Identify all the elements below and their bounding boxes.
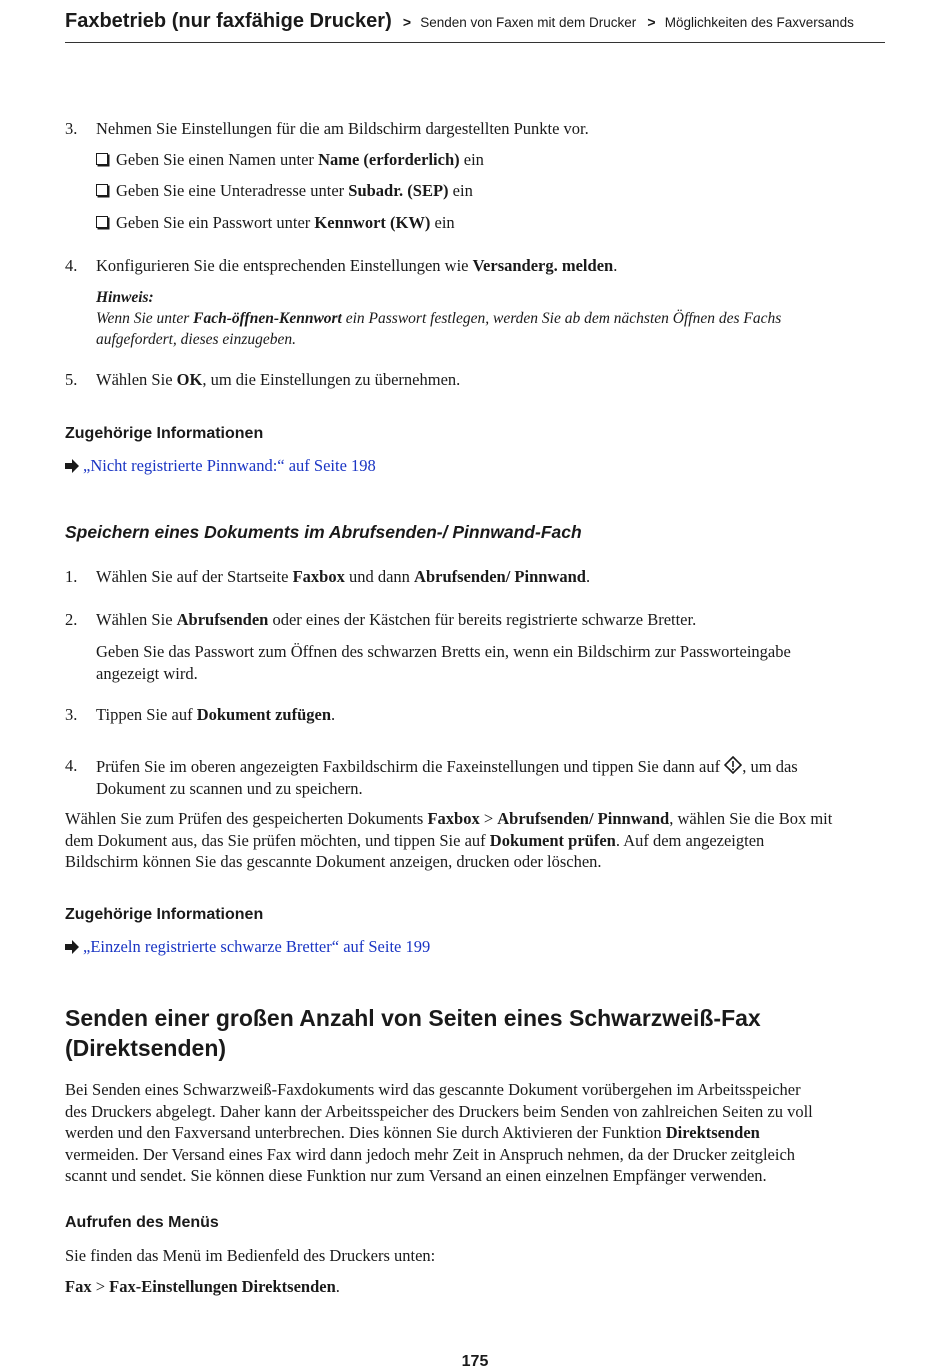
breadcrumb-separator: > (402, 14, 412, 30)
note-text: aufgefordert, dieses einzugeben. (96, 331, 297, 348)
checkbox-bullet-icon (96, 184, 108, 196)
step-number: 5. (65, 370, 78, 389)
step-number: 1. (65, 567, 78, 586)
step-text: Konfigurieren Sie die entsprechenden Einstellungen wie Versanderg. melden. (96, 256, 618, 275)
step-text: Nehmen Sie Einstellungen für die am Bildschirm dargestellten Punkte vor. (96, 119, 589, 138)
checkbox-bullet-icon (96, 216, 108, 228)
arrow-right-icon (65, 456, 83, 476)
step-text: Tippen Sie auf Dokument zufügen. (96, 705, 336, 724)
step-text: Wählen Sie auf der Startseite Faxbox und dann Abrufsenden/ Pinnwand. (96, 567, 591, 586)
step-detail: Geben Sie das Passwort zum Öffnen des schwarzen Bretts ein, wenn ein Bildschirm zur Passworteingabe angezeigt wird. (96, 642, 791, 683)
paragraph: Wählen Sie zum Prüfen des gespeicherten Dokuments Faxbox > Abrufsenden/ Pinnwand, wählen Sie die Box mit dem Dokument aus, das Sie prüfen möchten, und tippen Sie auf Dokument prüfen. Auf dem angezeigten Bildschirm können Sie das gescannte Dokument anzeigen, drucken oder löschen. (65, 809, 833, 871)
related-link-row (65, 456, 376, 476)
start-icon (724, 756, 742, 772)
paragraph: Bei Senden eines Schwarzweiß-Faxdokuments wird das gescannte Dokument vorübergehen im Arbeitsspeicher des Druckers abgelegt. Daher kann der Arbeitsspeicher des Druckers beim Senden von zahlreichen Seiten zu voll werden und den Faxversand unterbrechen. Dies können Sie durch Aktivieren der Funktion Direktsenden vermeiden. Der Versand eines Fax wird dann jedoch mehr Zeit in Anspruch nehmen, da der Drucker zeitgleich scannt und sendet. Sie können diese Funktion nur zum Versand an einen einzelnen Empfänger verwenden. (65, 1080, 813, 1185)
related-link[interactable]: „Nicht registrierte Pinnwand:“ auf Seite 198 (83, 456, 376, 475)
bullet-item: Geben Sie ein Passwort unter Kennwort (KW) ein (96, 213, 455, 233)
step-number: 4. (65, 756, 78, 775)
related-info-heading: Zugehörige Informationen (65, 906, 264, 923)
menu-text: Sie finden das Menü im Bedienfeld des Druckers unten: (65, 1246, 436, 1265)
step-number: 4. (65, 256, 78, 275)
note-box (96, 287, 886, 350)
bullet-item: Geben Sie eine Unteradresse unter Subadr. (SEP) ein (96, 181, 473, 201)
page-header (65, 10, 885, 43)
section-heading: Speichern eines Dokuments im Abrufsenden-/ Pinnwand-Fach (65, 522, 582, 542)
related-link-row (65, 937, 430, 957)
section-heading: Senden einer großen Anzahl von Seiten eines Schwarzweiß-Fax (Direktsenden) (65, 1005, 761, 1061)
step-text: Wählen Sie OK, um die Einstellungen zu übernehmen. (96, 370, 461, 389)
breadcrumb-item-1: Senden von Faxen mit dem Drucker (420, 15, 637, 30)
step-number: 3. (65, 119, 78, 138)
related-link[interactable]: „Einzeln registrierte schwarze Bretter“ auf Seite 199 (83, 937, 431, 956)
page-number: 175 (461, 1353, 489, 1370)
related-info-heading: Zugehörige Informationen (65, 425, 264, 442)
note-label: Hinweis: (96, 289, 154, 306)
arrow-right-icon (65, 937, 83, 957)
step-number: 3. (65, 705, 78, 724)
note-text: Wenn Sie unter Fach-öffnen-Kennwort ein Passwort festlegen, werden Sie ab dem nächsten Öffnen des Fachs (96, 310, 782, 327)
header-title: Faxbetrieb (nur faxfähige Drucker) (65, 10, 392, 32)
menu-path: Fax > Fax-Einstellungen Direktsenden. (65, 1277, 340, 1296)
step-text: Wählen Sie Abrufsenden oder eines der Kästchen für bereits registrierte schwarze Bretter. (96, 610, 697, 629)
menu-heading: Aufrufen des Menüs (65, 1214, 219, 1231)
step-text: Prüfen Sie im oberen angezeigten Faxbildschirm die Faxeinstellungen und tippen Sie dann auf , um das Dokument zu scannen und zu speichern. (96, 757, 798, 798)
breadcrumb-item-2: Möglichkeiten des Faxversands (664, 15, 854, 30)
checkbox-bullet-icon (96, 153, 108, 165)
step-number: 2. (65, 610, 78, 629)
bullet-item: Geben Sie einen Namen unter Name (erforderlich) ein (96, 150, 484, 170)
breadcrumb-separator: > (647, 14, 656, 30)
